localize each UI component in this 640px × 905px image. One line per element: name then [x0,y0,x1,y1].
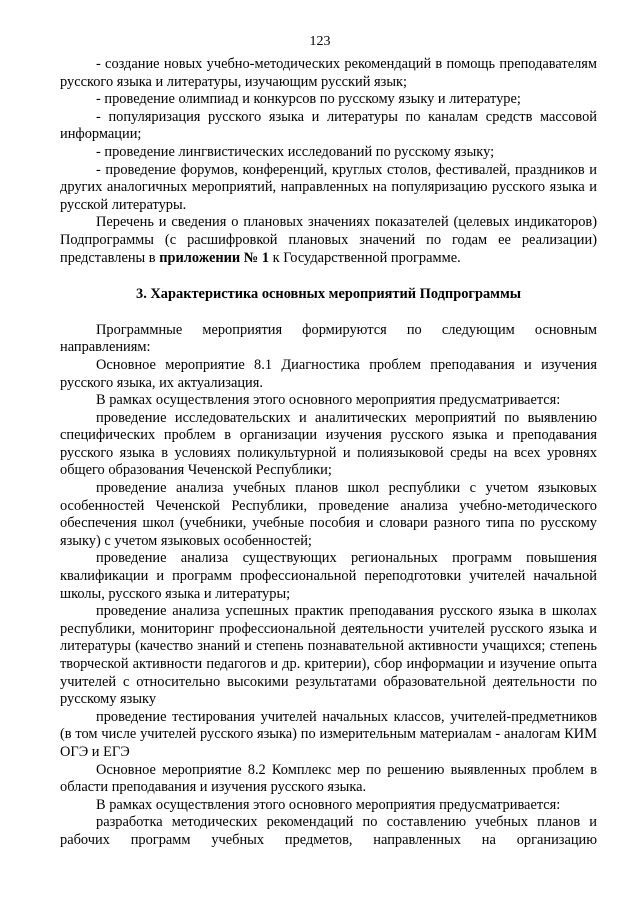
paragraph: Программные мероприятия формируются по следующим основным направлениям: [60,321,597,356]
paragraph: проведение анализа учебных планов школ республики с учетом языковых особенностей Чеченской Республики, проведение анализа учебно-методического обеспечения школ (учебники, учебные пособия и словари разного типа по русскому языку) с учетом языковых особенностей; [60,480,597,549]
paragraph: Основное мероприятие 8.2 Комплекс мер по решению выявленных проблем в области преподавания и изучения русского языка. [60,761,597,796]
section-heading: 3. Характеристика основных мероприятий Подпрограммы [136,286,521,303]
paragraph: проведение исследовательских и аналитических мероприятий по выявлению специфических проблем в организации изучения русского языка и преподавания русского языка в условиях поликультурной и полиязыковой среды на всех уровнях общего образования Чеченской Республики; [60,409,597,479]
paragraph: проведение анализа успешных практик преподавания русского языка в школах республики, мониторинг профессиональной деятельности учителей русского языка и литературы (качество знаний и степень познавательной активности учащихся; степень творческой активности педагогов и др. критерии), сбор информации и изучение опыта учителей с относительно высокими результатами образовательной деятельности по русскому языку [60,603,597,708]
list-item: - проведение форумов, конференций, круглых столов, фестивалей, праздников и других аналогичных мероприятий, направленных на популяризацию русского языка и русской литературы. [60,161,597,213]
indicators-text-before: Перечень и сведения о плановых значениях показателей (целевых индикаторов) Подпрограммы (с расшифровкой плановых значений по годам ее реализации) представлены в [60,214,597,266]
page-number: 123 [309,34,331,49]
indicators-paragraph [60,214,597,267]
paragraph: проведение анализа существующих региональных программ повышения квалификации и программ профессиональной переподготовки учителей начальной школы, русского языка и литературы; [60,550,597,602]
paragraph: В рамках осуществления этого основного мероприятия предусматривается: [96,796,561,813]
document-body [60,56,597,850]
paragraph: В рамках осуществления этого основного мероприятия предусматривается: [96,392,561,409]
list-item: - популяризация русского языка и литературы по каналам средств массовой информации; [60,108,597,143]
list-item: - проведение олимпиад и конкурсов по русскому языку и литературе; [96,91,521,108]
indicators-text-after: к Государственной программе. [269,249,461,266]
paragraph: проведение тестирования учителей начальных классов, учителей-предметников (в том числе учителей русского языка) по измерительным материалам - аналогам КИМ ОГЭ и ЕГЭ [60,708,597,760]
paragraph: Основное мероприятие 8.1 Диагностика проблем преподавания и изучения русского языка, их актуализация. [60,356,597,391]
paragraph: разработка методических рекомендаций по составлению учебных планов и рабочих программ учебных предметов, направленных на организацию [60,814,597,848]
list-item: - создание новых учебно-методических рекомендаций в помощь преподавателям русского языка и литературы, изучающим русский язык; [60,56,597,90]
appendix-reference: приложении № 1 [159,249,270,266]
list-item: - проведение лингвистических исследований по русскому языку; [96,143,495,160]
